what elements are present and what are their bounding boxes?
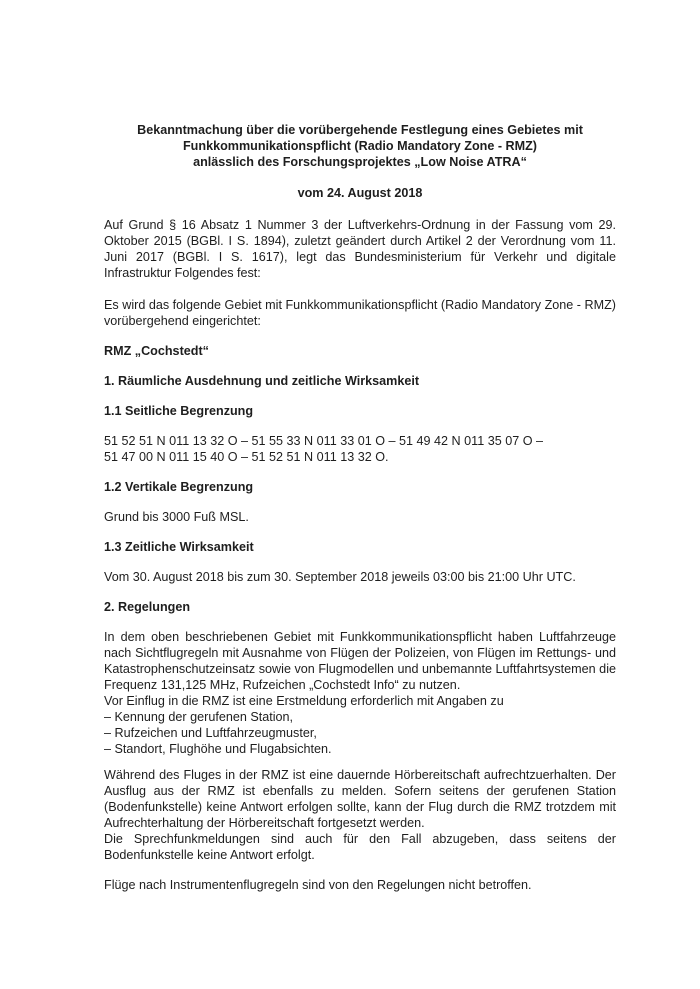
list-item: – Rufzeichen und Luftfahrzeugmuster, — [104, 726, 317, 740]
document-title — [104, 122, 616, 170]
rules-paragraph-1: In dem oben beschriebenen Gebiet mit Funkkommunikationspflicht haben Luftfahrzeuge nach Sichtflugregeln mit Ausnahme von Flügen der Polizeien, von Flügen im Rettungs- und Katastrophenschutzeinsatz sowie von Flugmodellen und unbemannte Luftfahrtsystemen die Frequenz 131,125 MHz, Rufzeichen „Cochstedt Info“ zu nutzen. — [104, 630, 616, 692]
title-line: Funkkommunikationspflicht (Radio Mandatory Zone - RMZ) — [182, 139, 538, 153]
rmz-name: RMZ „Cochstedt“ — [104, 344, 209, 358]
document-date: vom 24. August 2018 — [297, 186, 423, 200]
title-line: anlässlich des Forschungsprojektes „Low Noise ATRA“ — [193, 155, 527, 169]
temporal-validity-text: Vom 30. August 2018 bis zum 30. September 2018 jeweils 03:00 bis 21:00 Uhr UTC. — [104, 570, 576, 584]
coordinate-line: 51 52 51 N 011 13 32 O – 51 55 33 N 011 33 01 O – 51 49 42 N 011 35 07 O – — [104, 434, 544, 448]
document-page — [104, 122, 616, 893]
vertical-limit-text: Grund bis 3000 Fuß MSL. — [104, 510, 249, 524]
lateral-coordinates — [104, 433, 616, 465]
list-item: – Kennung der gerufenen Station, — [104, 710, 294, 724]
section-1-1-heading: 1.1 Seitliche Begrenzung — [104, 404, 254, 418]
rules-paragraph-3: Während des Fluges in der RMZ ist eine dauernde Hörbereitschaft aufrechtzuerhalten. Der Ausflug aus der RMZ ist ebenfalls zu melden. Sofern seitens der gerufenen Station (Bodenfunkstelle) keine Antwort erfolgen sollte, kann der Flug durch die RMZ trotzdem mit Aufrechterhaltung der Hörbereitschaft fortgesetzt werden. — [104, 768, 616, 830]
initial-report-list — [104, 709, 616, 757]
rules-paragraph-4: Die Sprechfunkmeldungen sind auch für den Fall abzugeben, dass seitens der Bodenfunkstelle keine Antwort erfolgt. — [104, 832, 616, 862]
intro-paragraph: Auf Grund § 16 Absatz 1 Nummer 3 der Luftverkehrs-Ordnung in der Fassung vom 29. Oktober 2015 (BGBl. I S. 1894), zuletzt geändert durch Artikel 2 der Verordnung vom 11. Juni 2017 (BGBl. I S. 1617), legt das Bundesministerium für Verkehr und digitale Infrastruktur Folgendes fest: — [104, 218, 616, 280]
rules-paragraph-2: Vor Einflug in die RMZ ist eine Erstmeldung erforderlich mit Angaben zu — [104, 694, 504, 708]
rules-paragraph-5: Flüge nach Instrumentenflugregeln sind von den Regelungen nicht betroffen. — [104, 878, 532, 892]
section-1-heading: 1. Räumliche Ausdehnung und zeitliche Wirksamkeit — [104, 374, 420, 388]
establish-paragraph: Es wird das folgende Gebiet mit Funkkommunikationspflicht (Radio Mandatory Zone - RMZ) vorübergehend eingerichtet: — [104, 298, 616, 328]
section-1-2-heading: 1.2 Vertikale Begrenzung — [104, 480, 254, 494]
title-line: Bekanntmachung über die vorübergehende Festlegung eines Gebietes mit — [137, 123, 583, 137]
section-1-3-heading: 1.3 Zeitliche Wirksamkeit — [104, 540, 254, 554]
section-2-heading: 2. Regelungen — [104, 600, 191, 614]
coordinate-line: 51 47 00 N 011 15 40 O – 51 52 51 N 011 13 32 O. — [104, 450, 389, 464]
list-item: – Standort, Flughöhe und Flugabsichten. — [104, 742, 332, 756]
